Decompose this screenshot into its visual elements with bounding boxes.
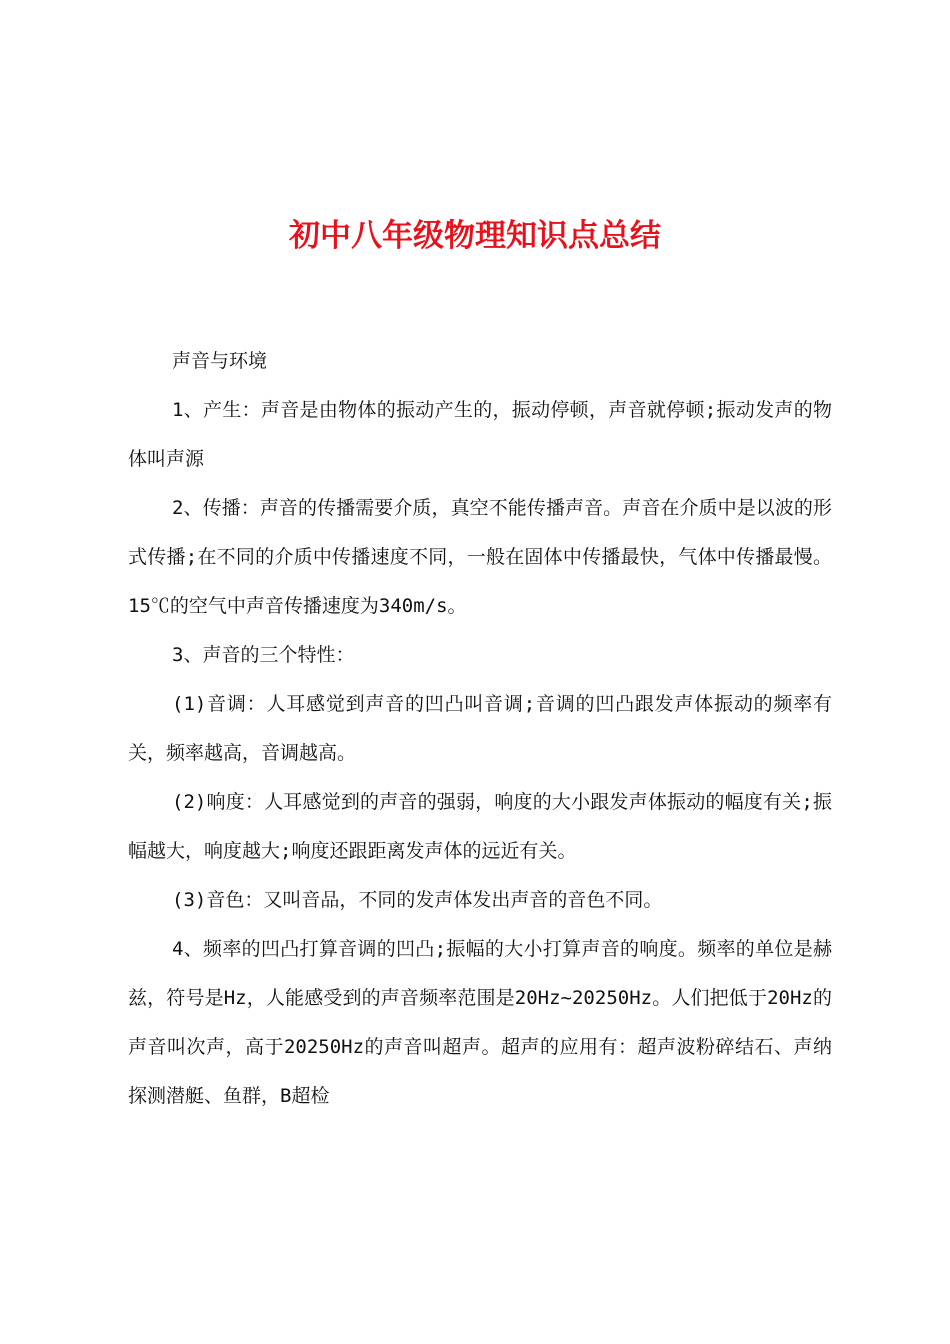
paragraph-three-characteristics: 3、声音的三个特性： [172,644,355,666]
paragraph-frequency: 4、频率的凹凸打算音调的凹凸;振幅的大小打算声音的响度。频率的单位是赫兹，符号是Hz，人能感受到的声音频率范围是20Hz~20250Hz。人们把低于20Hz的声音叫次声，高于20250Hz的声音叫超声。超声的应用有：超声波粉碎结石、声纳探测潜艇、鱼群，B超检 [128,938,832,1107]
document-body [128,337,832,1121]
paragraph-timbre: (3)音色：又叫音品，不同的发声体发出声音的音色不同。 [172,889,663,911]
document-title: 初中八年级物理知识点总结 [289,218,661,254]
paragraph-propagation: 2、传播：声音的传播需要介质，真空不能传播声音。声音在介质中是以波的形式传播;在不同的介质中传播速度不同，一般在固体中传播最快，气体中传播最慢。15℃的空气中声音传播速度为340m/s。 [128,497,832,617]
paragraph-origin: 1、产生：声音是由物体的振动产生的，振动停顿，声音就停顿;振动发声的物体叫声源 [128,399,832,470]
section-heading: 声音与环境 [172,350,268,372]
paragraph-pitch: (1)音调：人耳感觉到声音的凹凸叫音调;音调的凹凸跟发声体振动的频率有关，频率越高，音调越高。 [128,693,832,764]
paragraph-loudness: (2)响度：人耳感觉到的声音的强弱，响度的大小跟发声体振动的幅度有关;振幅越大，响度越大;响度还跟距离发声体的远近有关。 [128,791,832,862]
